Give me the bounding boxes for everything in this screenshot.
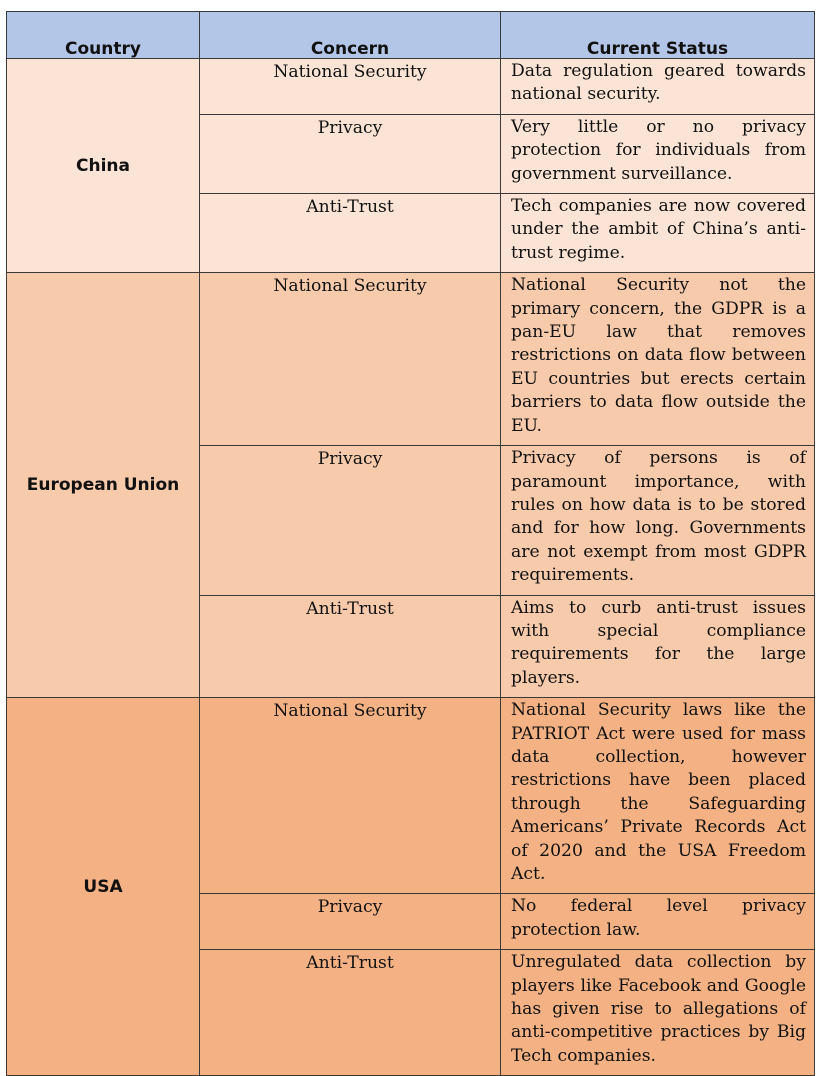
country-cell: European Union <box>7 273 200 698</box>
concern-cell: Privacy <box>200 114 501 193</box>
group-eu <box>7 273 815 698</box>
concern-cell: Anti-Trust <box>200 194 501 273</box>
table-row <box>7 273 815 446</box>
status-cell: Tech companies are now covered under the ambit of China’s anti-trust regime. <box>501 194 815 273</box>
header-country: Country <box>7 12 200 59</box>
concern-cell: Anti-Trust <box>200 950 501 1076</box>
status-cell: National Security not the primary concern, the GDPR is a pan-EU law that removes restrictions on data flow between EU countries but erects certain barriers to data flow outside the EU. <box>501 273 815 446</box>
concern-cell: National Security <box>200 698 501 894</box>
concern-cell: Anti-Trust <box>200 595 501 698</box>
status-cell: No federal level privacy protection law. <box>501 894 815 950</box>
header-status: Current Status <box>501 12 815 59</box>
status-cell: Privacy of persons is of paramount importance, with rules on how data is to be stored and for how long. Governments are not exempt from most GDPR requirements. <box>501 446 815 595</box>
status-cell: National Security laws like the PATRIOT Act were used for mass data collection, however restrictions have been placed through the Safeguarding Americans’ Private Records Act of 2020 and the USA Freedom Act. <box>501 698 815 894</box>
status-cell: Unregulated data collection by players like Facebook and Google has given rise to allegations of anti-competitive practices by Big Tech companies. <box>501 950 815 1076</box>
country-cell: China <box>7 59 200 273</box>
group-usa <box>7 698 815 1076</box>
header-row <box>7 12 815 59</box>
concern-cell: Privacy <box>200 446 501 595</box>
concern-cell: Privacy <box>200 894 501 950</box>
header-concern: Concern <box>200 12 501 59</box>
table-row <box>7 698 815 894</box>
group-china <box>7 59 815 273</box>
concern-cell: National Security <box>200 59 501 115</box>
status-cell: Very little or no privacy protection for individuals from government surveillance. <box>501 114 815 193</box>
comparison-table <box>6 11 815 1076</box>
concern-cell: National Security <box>200 273 501 446</box>
status-cell: Aims to curb anti-trust issues with special compliance requirements for the large players. <box>501 595 815 698</box>
status-cell: Data regulation geared towards national security. <box>501 59 815 115</box>
country-cell: USA <box>7 698 200 1076</box>
table-row <box>7 59 815 115</box>
